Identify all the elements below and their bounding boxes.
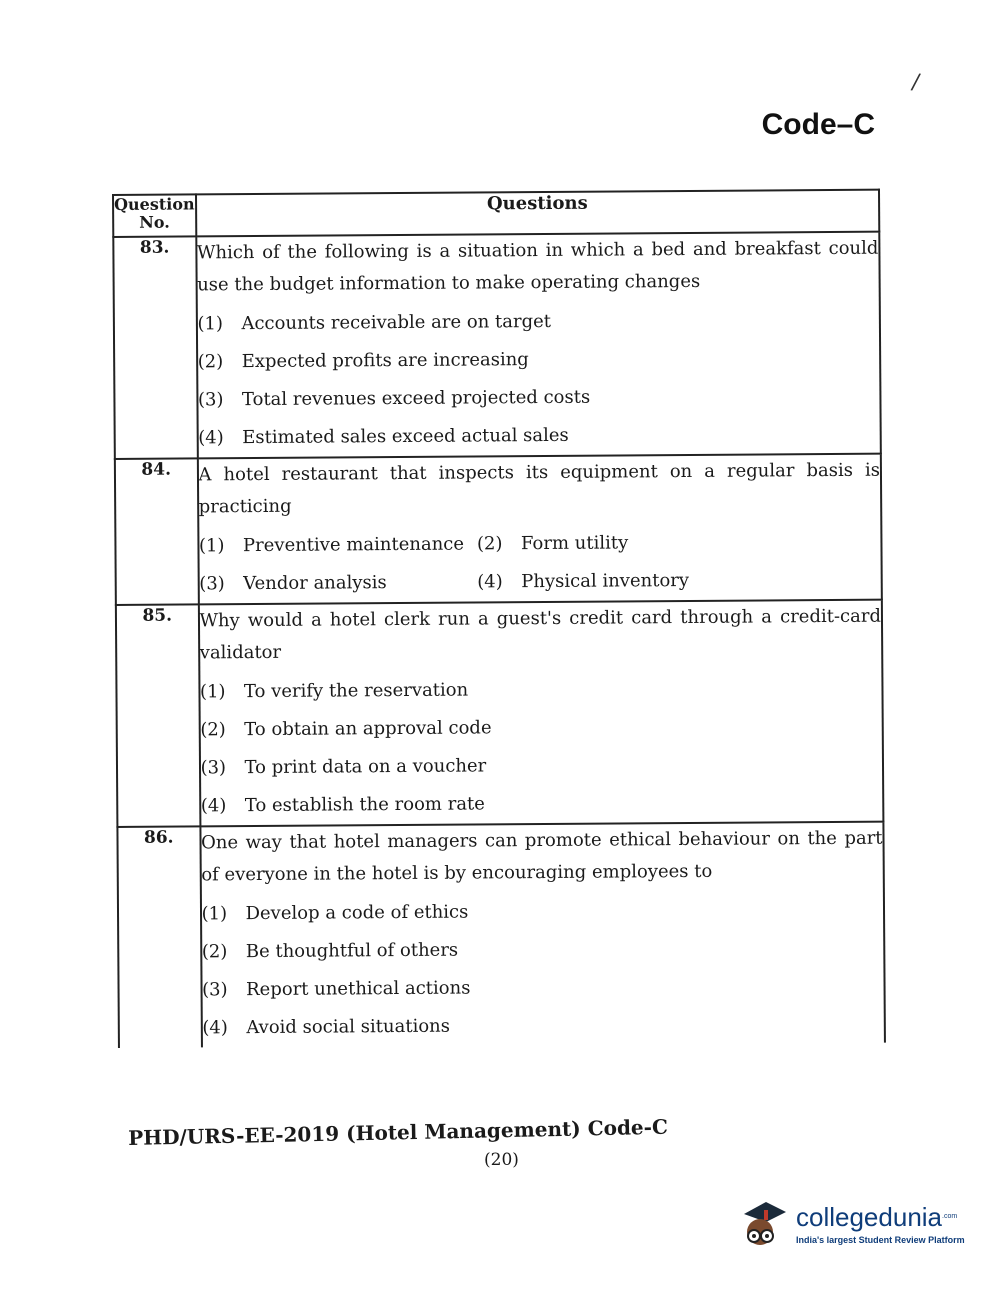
option-text: Physical inventory [521,569,690,593]
option-text: Be thoughtful of others [245,939,459,963]
question-row-85 [116,600,884,827]
option [198,415,880,458]
option [199,525,477,565]
collegedunia-logo [736,1196,965,1252]
option [477,523,881,564]
question-row-84 [115,454,882,605]
option-number: (4) [477,571,503,593]
option-text: Vendor analysis [243,572,387,595]
option [201,783,883,826]
option-text: Form utility [520,532,629,555]
option [201,891,883,934]
option-text: To establish the room rate [244,793,485,817]
option-number: (1) [201,903,228,925]
question-text: A hotel restaurant that inspects its equipment on a regular basis is practicing [198,459,881,518]
option-text: Total revenues exceed projected costs [241,386,591,411]
question-table [112,189,886,1048]
option-text: To print data on a voucher [244,755,487,779]
option-number: (1) [198,535,225,557]
option-number: (3) [197,389,224,411]
question-number: 86. [117,826,201,1048]
page-number: (20) [484,1150,519,1170]
option-text: Accounts receivable are on target [241,310,552,335]
table-header-row [113,190,879,237]
option-number: (4) [202,1017,228,1039]
option-text: To obtain an approval code [244,717,492,741]
option-text: Expected profits are increasing [241,349,529,373]
question-no-header: Question No. [113,194,196,237]
option-number: (1) [199,681,226,703]
option [477,561,881,602]
option-number: (2) [200,719,226,741]
option-number: (3) [199,573,225,595]
option [200,707,882,750]
question-row-83 [113,232,881,459]
question-row-86 [117,822,885,1048]
option-text: Estimated sales exceed actual sales [242,424,569,449]
option-number: (4) [198,427,224,449]
brand-name: collegedunia [796,1202,943,1232]
option-text: Report unethical actions [246,977,471,1001]
option [202,929,884,972]
question-text: One way that hotel managers can promote ethical behaviour on the part of everyone in the hotel is by encouraging employees to [200,827,883,886]
mascot-icon [736,1196,788,1252]
option-number: (3) [202,979,228,1001]
questions-header: Questions [196,190,880,237]
question-number: 84. [115,458,199,605]
option-text: Avoid social situations [246,1015,451,1039]
question-number: 85. [116,604,200,827]
option-number: (2) [476,533,503,555]
pen-mark: / [909,69,922,96]
question-number: 83. [113,236,197,459]
option [202,967,884,1010]
option-number: (2) [197,351,224,373]
option-number: (1) [197,313,224,335]
brand-suffix: .com [942,1213,958,1220]
option-number: (3) [200,757,227,779]
option [197,301,879,344]
question-text: Which of the following is a situation in which a bed and breakfast could use the budget information to make operating changes [196,237,879,296]
option [198,377,880,420]
option-text: Preventive maintenance [242,533,465,557]
option [202,1005,884,1048]
option-number: (2) [201,941,228,963]
option [200,745,882,788]
brand-tagline: India's largest Student Review Platform [796,1235,965,1245]
exam-footer: PHD/URS-EE-2019 (Hotel Management) Code-C [128,1114,669,1150]
question-text: Why would a hotel clerk run a guest's credit card through a credit-card validator [199,605,882,664]
option [198,339,880,382]
option-text: To verify the reservation [243,679,469,703]
option [199,563,477,603]
option [200,669,882,712]
paper-code: Code–C [761,108,875,141]
option-number: (4) [200,795,227,817]
option-text: Develop a code of ethics [245,901,469,925]
